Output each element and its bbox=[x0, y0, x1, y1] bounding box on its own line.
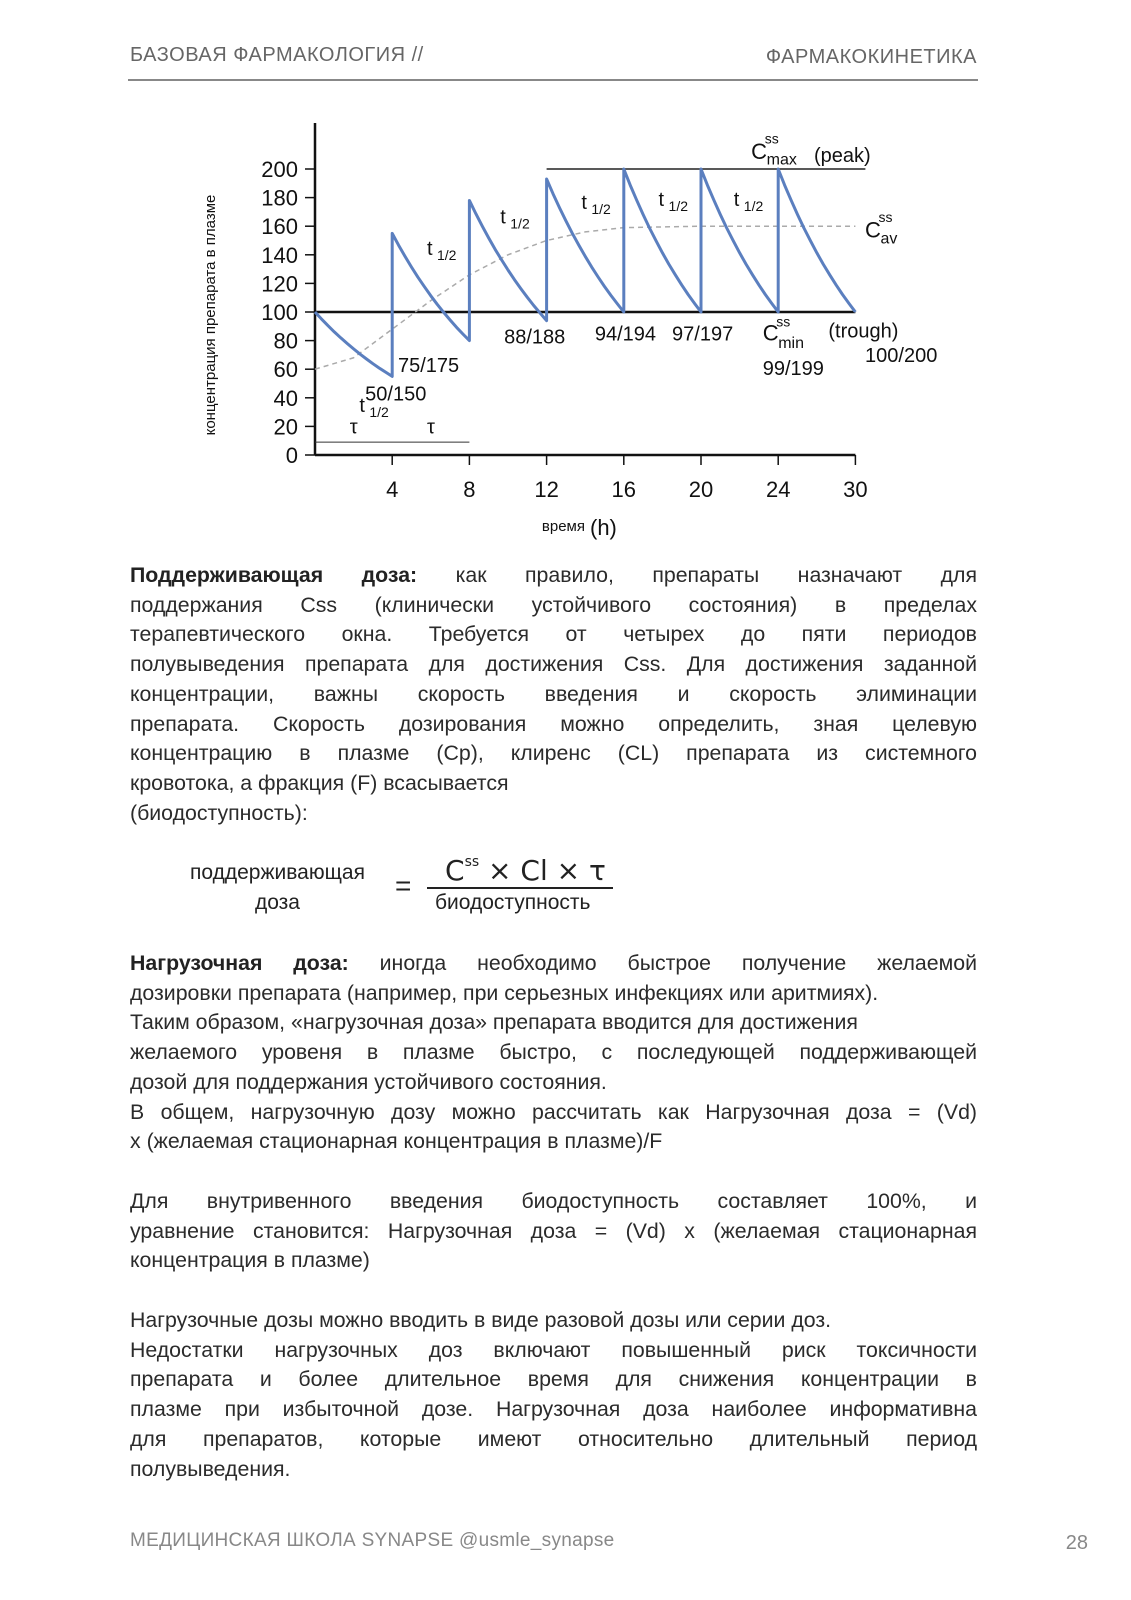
formula-numerator bbox=[445, 854, 606, 887]
average-concentration-curve bbox=[315, 226, 855, 369]
loading-drawbacks-paragraph bbox=[130, 1306, 977, 1484]
drawbacks-line: Нагрузочные дозы можно вводить в виде разовой дозы или серии доз. bbox=[130, 1308, 832, 1332]
t-half-sub: 1/2 bbox=[743, 198, 764, 215]
y-tick-label: 20 bbox=[273, 414, 298, 440]
drawbacks-line: полувыведения. bbox=[130, 1456, 291, 1481]
x-tick-label: 4 bbox=[386, 477, 399, 502]
drawbacks-line: для препаратов, которые имеют относительно длительный период bbox=[130, 1426, 977, 1451]
cav-sup: ss bbox=[878, 208, 893, 225]
maintenance-line: концентрацию в плазме (Ср), клиренс (CL) препарата из системного bbox=[130, 741, 977, 766]
x-tick-label: 16 bbox=[611, 477, 637, 502]
maintenance-dose-paragraph bbox=[130, 561, 977, 828]
loading-line: В общем, нагрузочную дозу можно рассчитать как Нагрузочная доза = (Vd) bbox=[130, 1099, 977, 1124]
t-half-label: t bbox=[658, 189, 665, 212]
formula-lhs-line1: поддерживающая bbox=[190, 861, 365, 884]
x-tick-label: 24 bbox=[765, 477, 791, 502]
maintenance-line: терапевтического окна. Требуется от четырех до пяти периодов bbox=[130, 622, 977, 647]
maintenance-dose-formula bbox=[175, 854, 635, 922]
t-half-label: t bbox=[733, 189, 740, 212]
y-tick-label: 60 bbox=[273, 357, 298, 383]
formula-c: C bbox=[445, 854, 465, 887]
trough-value-label: 88/188 bbox=[504, 326, 566, 349]
y-tick-label: 0 bbox=[285, 443, 298, 468]
tau-label: τ bbox=[426, 416, 435, 439]
trough-value-label: 99/199 bbox=[762, 357, 824, 380]
trough-value-label: 97/197 bbox=[672, 323, 734, 346]
y-tick-label: 160 bbox=[261, 214, 298, 240]
footer-school: МЕДИЦИНСКАЯ ШКОЛА SYNAPSE @usmle_synapse bbox=[130, 1530, 615, 1551]
formula-fraction-bar bbox=[427, 887, 613, 889]
x-axis-unit: (h) bbox=[590, 515, 617, 540]
loading-line: желаемого уровеня в плазме быстро, с последующей поддерживающей bbox=[130, 1040, 977, 1065]
header-right: ФАРМАКОКИНЕТИКА bbox=[765, 46, 977, 68]
cmin-sub: min bbox=[778, 334, 804, 352]
t-half-label: t bbox=[581, 192, 587, 215]
maintenance-line: концентрации, важны скорость введения и скорость элиминации bbox=[130, 681, 977, 706]
cmin-sup: ss bbox=[776, 313, 791, 330]
t-half-label: t bbox=[359, 395, 365, 418]
x-tick-label: 8 bbox=[463, 477, 476, 502]
maintenance-dose-title: Поддерживающая доза: bbox=[130, 563, 418, 587]
maintenance-line: как правило, препараты назначают для bbox=[455, 563, 977, 587]
iv-line: концентрация в плазме) bbox=[130, 1248, 370, 1273]
formula-rest: × Cl × τ bbox=[479, 854, 606, 887]
cmax-label: C bbox=[751, 138, 768, 164]
y-tick-label: 80 bbox=[273, 328, 298, 354]
x-tick-label: 20 bbox=[688, 477, 714, 502]
y-tick-label: 40 bbox=[273, 385, 298, 411]
header-left: БАЗОВАЯ ФАРМАКОЛОГИЯ // bbox=[130, 44, 424, 66]
maintenance-line: (биодоступность): bbox=[130, 800, 308, 825]
cmin-label: C bbox=[762, 320, 779, 346]
y-tick-label: 200 bbox=[261, 157, 298, 182]
tau-label: τ bbox=[349, 416, 358, 439]
iv-line: Для внутривенного введения биодоступность составляет 100%, и bbox=[130, 1189, 977, 1213]
formula-equals: = bbox=[395, 870, 412, 901]
trough-value-label: 50/150 bbox=[365, 383, 427, 406]
x-axis-label: время bbox=[541, 518, 585, 535]
cav-sub: av bbox=[880, 230, 898, 248]
cmax-sup: ss bbox=[764, 130, 779, 147]
t-half-label: t bbox=[500, 206, 506, 229]
trough-value-label: 75/175 bbox=[397, 355, 460, 378]
trough-value-label: 94/194 bbox=[594, 323, 657, 346]
t-half-sub: 1/2 bbox=[436, 246, 457, 263]
iv-paragraph bbox=[130, 1187, 977, 1276]
maintenance-line: полувыведения препарата для достижения Css. Для достижения заданной bbox=[130, 652, 977, 677]
x-tick-label: 30 bbox=[843, 477, 868, 502]
maintenance-line: кровотока, а фракция (F) всасывается bbox=[130, 770, 509, 795]
formula-lhs-line2: доза bbox=[254, 891, 300, 914]
y-tick-label: 120 bbox=[261, 271, 298, 297]
loading-line: иногда необходимо быстрое получение желаемой bbox=[379, 951, 977, 975]
t-half-sub: 1/2 bbox=[510, 215, 530, 232]
maintenance-line: поддержания Css (клинически устойчивого состояния) в пределах bbox=[130, 592, 977, 617]
formula-ss: ss bbox=[464, 854, 480, 870]
page-number: 28 bbox=[1065, 1532, 1088, 1554]
loading-dose-title: Нагрузочная доза: bbox=[130, 951, 349, 975]
loading-dose-paragraph bbox=[130, 949, 977, 1157]
y-tick-label: 140 bbox=[261, 242, 298, 268]
loading-line: Таким образом, «нагрузочная доза» препарата вводится для достижения bbox=[130, 1010, 858, 1035]
t-half-sub: 1/2 bbox=[591, 201, 611, 218]
x-tick-label: 12 bbox=[534, 477, 559, 502]
drawbacks-line: препарата и более длительное время для снижения концентрации в bbox=[130, 1367, 977, 1392]
y-tick-label: 180 bbox=[261, 185, 298, 211]
loading-line: x (желаемая стационарная концентрация в плазме)/F bbox=[130, 1129, 663, 1154]
header-divider bbox=[128, 79, 978, 81]
drawbacks-line: плазме при избыточной дозе. Нагрузочная доза наиболее информативна bbox=[130, 1397, 977, 1422]
iv-line: уравнение становится: Нагрузочная доза = (Vd) x (желаемая стационарная bbox=[130, 1218, 977, 1243]
trough-label: (trough) bbox=[828, 320, 899, 343]
cav-label: C bbox=[865, 217, 881, 243]
cmax-sub: max bbox=[766, 151, 797, 169]
formula-denominator: биодоступность bbox=[435, 891, 591, 914]
t-half-sub: 1/2 bbox=[668, 198, 689, 215]
y-tick-label: 100 bbox=[261, 300, 298, 325]
trough-value-label: 100/200 bbox=[865, 345, 938, 368]
t-half-label: t bbox=[426, 237, 433, 260]
loading-line: дозировки препарата (например, при серьезных инфекциях или аритмиях). bbox=[130, 980, 879, 1005]
peak-label: (peak) bbox=[813, 144, 871, 167]
drawbacks-line: Недостатки нагрузочных доз включают повышенный риск токсичности bbox=[130, 1337, 977, 1362]
t-half-sub: 1/2 bbox=[369, 404, 389, 421]
pharmacokinetics-chart bbox=[190, 115, 938, 545]
y-axis-label: концентрация препарата в плазме bbox=[202, 194, 219, 436]
loading-line: дозой для поддержания устойчивого состояния. bbox=[130, 1069, 607, 1094]
formula-lhs bbox=[175, 858, 380, 918]
maintenance-line: препарата. Скорость дозирования можно определить, зная целевую bbox=[130, 711, 977, 736]
